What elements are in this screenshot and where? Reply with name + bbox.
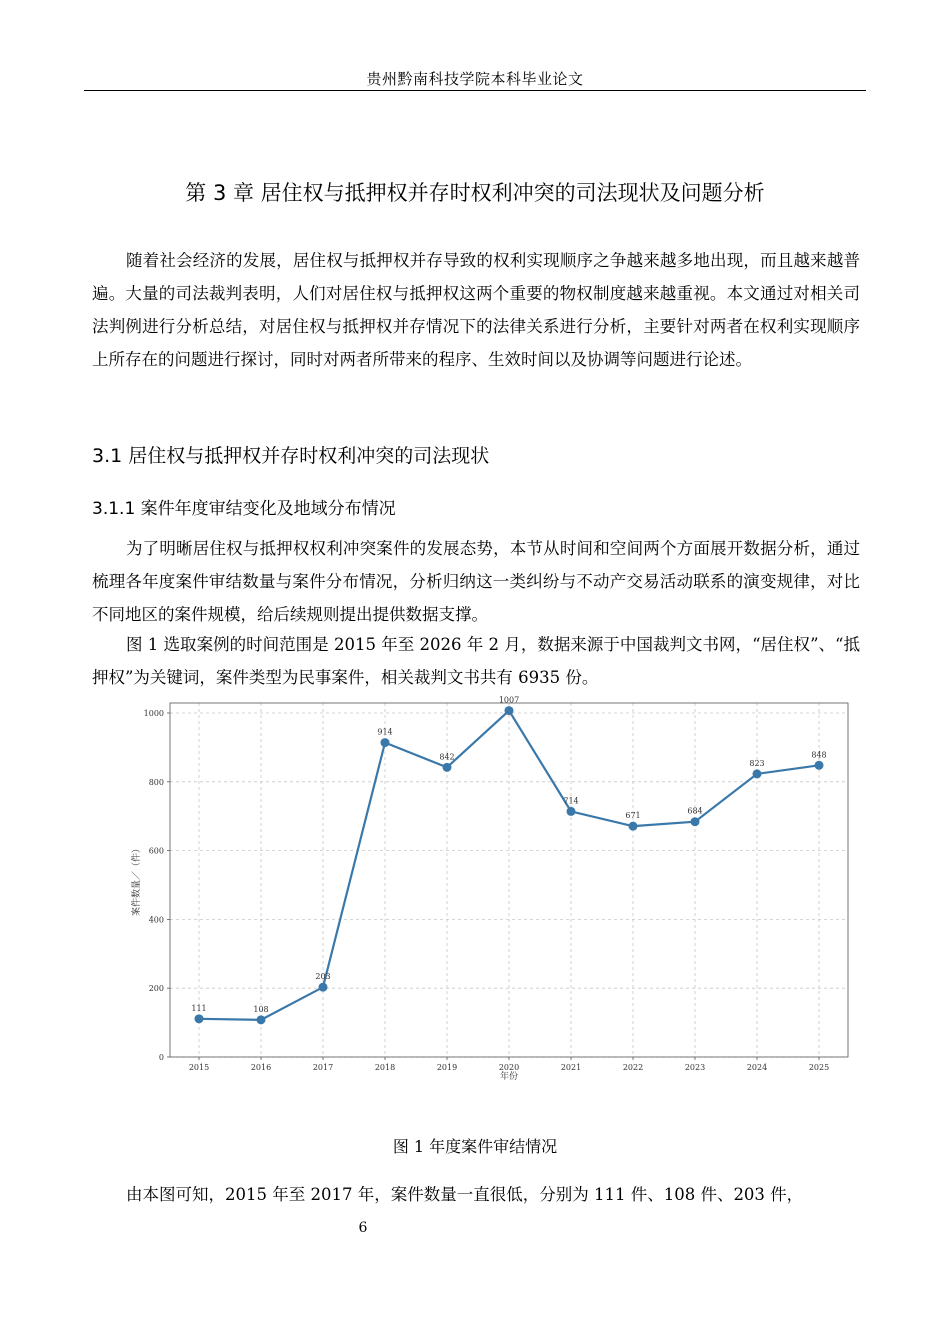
data-point	[505, 706, 514, 715]
x-tick-label: 2015	[188, 1063, 210, 1072]
y-tick-label: 0	[158, 1053, 164, 1062]
x-tick-label: 2025	[808, 1063, 830, 1072]
page-number: 6	[358, 1220, 368, 1236]
x-tick-label: 2019	[436, 1063, 458, 1072]
header-rule	[84, 90, 866, 91]
data-label: 108	[253, 1004, 269, 1014]
running-header: 贵州黔南科技学院本科毕业论文	[366, 70, 584, 88]
x-axis-title: 年份	[499, 1072, 519, 1082]
y-tick-label: 600	[148, 846, 164, 856]
line-chart	[128, 695, 858, 1087]
line-chart-figure	[128, 695, 858, 1087]
body-paragraph-2: 图 1 选取案例的时间范围是 2015 年至 2026 年 2 月，数据来源于中国裁判文书网，“居住权”、“抵押权”为关键词，案件类型为民事案件，相关裁判文书共有 6935 份。	[92, 635, 860, 687]
data-point	[381, 738, 390, 747]
y-tick-label: 400	[148, 915, 164, 925]
chart-grid	[170, 703, 848, 1057]
data-point	[753, 769, 762, 778]
y-tick-label: 200	[148, 984, 164, 994]
x-tick-label: 2024	[746, 1063, 768, 1072]
x-tick-label: 2022	[622, 1063, 644, 1072]
data-label: 1007	[498, 695, 520, 705]
y-tick-labels	[144, 709, 170, 1062]
figure-caption: 图 1 年度案件审结情况	[392, 1137, 558, 1156]
data-label: 842	[439, 752, 455, 762]
section-heading: 3.1 居住权与抵押权并存时权利冲突的司法现状	[92, 445, 490, 467]
data-label: 714	[563, 796, 579, 806]
data-label: 914	[377, 727, 393, 737]
data-point	[257, 1015, 266, 1024]
y-axis-title: 案件数量／（件）	[132, 843, 142, 917]
data-point	[443, 763, 452, 772]
data-point	[691, 817, 700, 826]
body-paragraph-1: 为了明晰居住权与抵押权权利冲突案件的发展态势，本节从时间和空间两个方面展开数据分析，通过梳理各年度案件审结数量与案件分布情况，分析归纳这一类纠纷与不动产交易活动联系的演变规律，对比不同地区的案件规模，给后续规则提出提供数据支撑。	[92, 539, 860, 624]
x-tick-labels	[189, 1057, 829, 1072]
data-label: 671	[625, 811, 641, 821]
y-tick-label: 800	[148, 777, 164, 787]
data-point	[567, 807, 576, 816]
data-point	[629, 822, 638, 831]
data-label: 111	[191, 1003, 207, 1013]
intro-paragraph: 随着社会经济的发展，居住权与抵押权并存导致的权利实现顺序之争越来越多地出现，而且越来越普遍。大量的司法裁判表明，人们对居住权与抵押权这两个重要的物权制度越来越重视。本文通过对相关司法判例进行分析总结，对居住权与抵押权并存情况下的法律关系进行分析，主要针对两者在权利实现顺序上所存在的问题进行探讨，同时对两者所带来的程序、生效时间以及协调等问题进行论述。	[92, 251, 860, 369]
x-tick-label: 2021	[560, 1063, 582, 1072]
subsection-heading: 3.1.1 案件年度审结变化及地域分布情况	[92, 499, 396, 519]
x-tick-label: 2016	[250, 1063, 272, 1072]
data-point	[195, 1014, 204, 1023]
body-paragraph-3: 由本图可知，2015 年至 2017 年，案件数量一直很低，分别为 111 件、108 件、203 件，	[126, 1185, 804, 1204]
x-tick-label: 2017	[312, 1063, 334, 1072]
x-tick-label: 2018	[374, 1063, 396, 1072]
data-point	[319, 983, 328, 992]
data-label: 823	[749, 758, 765, 768]
data-label: 203	[315, 972, 331, 982]
data-label: 684	[687, 806, 703, 816]
y-tick-label: 1000	[143, 709, 164, 718]
x-tick-label: 2023	[684, 1063, 706, 1072]
data-label: 848	[811, 750, 827, 760]
data-point	[815, 761, 824, 770]
x-tick-label: 2020	[498, 1063, 520, 1072]
chapter-title: 第 3 章 居住权与抵押权并存时权利冲突的司法现状及问题分析	[185, 181, 765, 205]
